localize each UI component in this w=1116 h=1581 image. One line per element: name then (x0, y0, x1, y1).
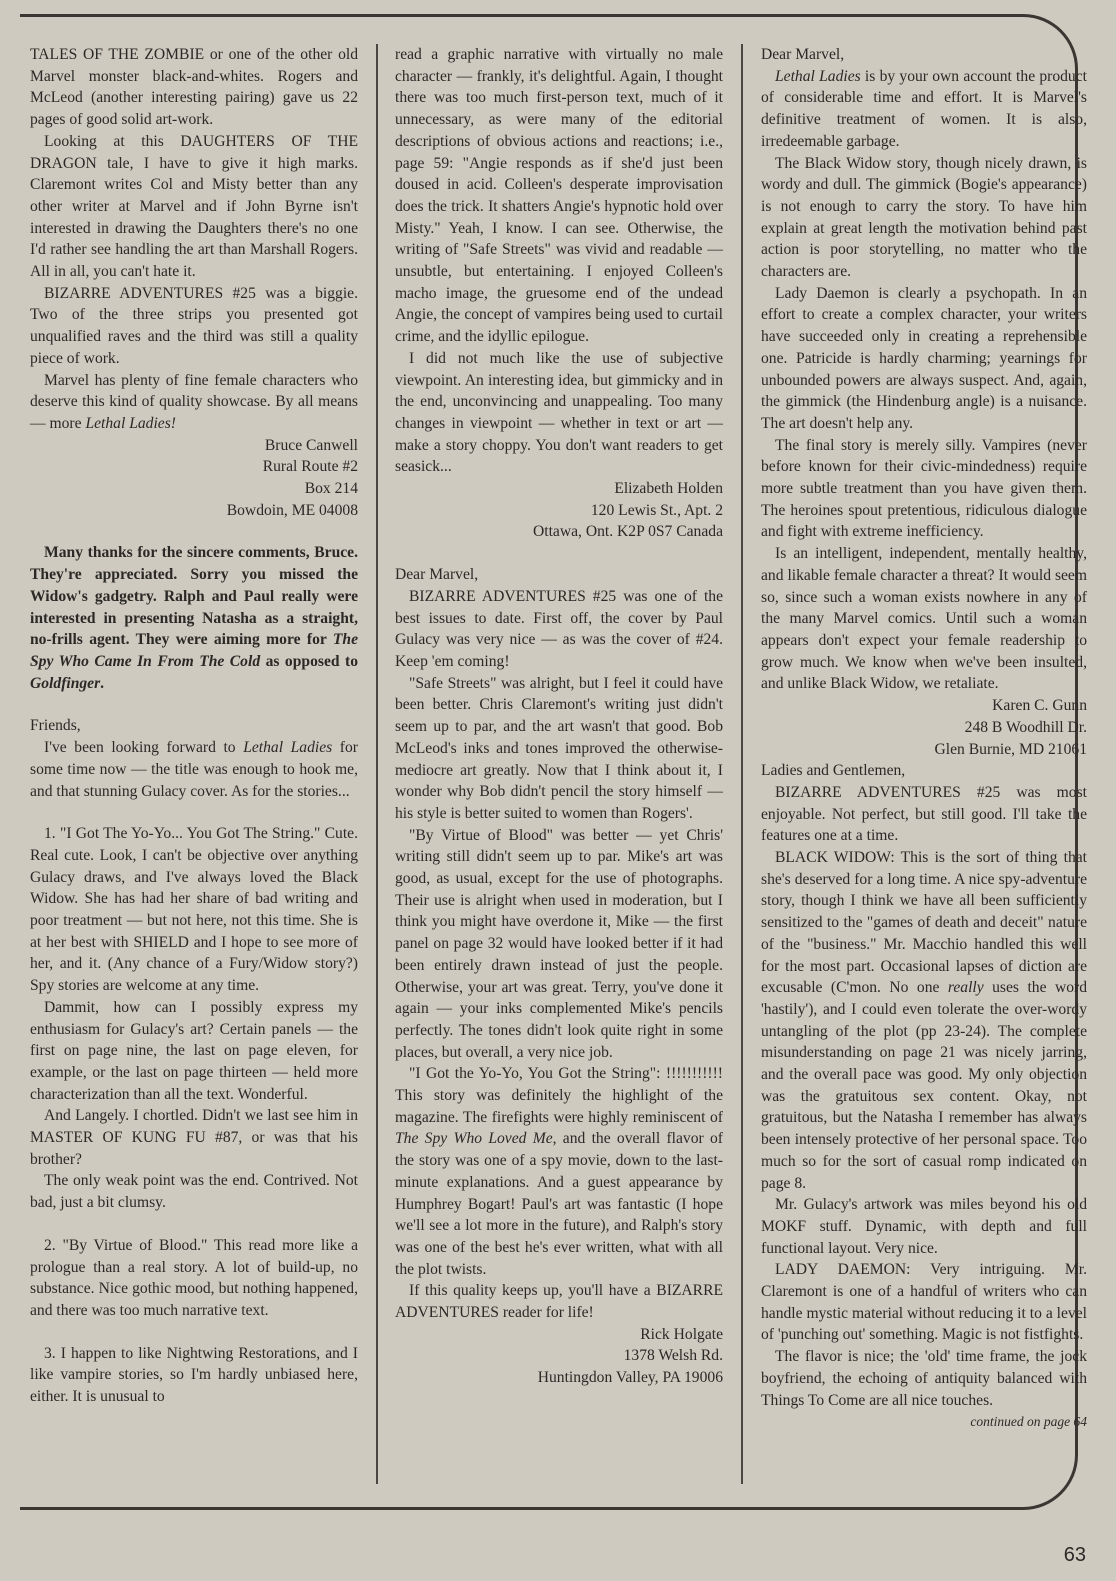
signature-line: Ottawa, Ont. K2P 0S7 Canada (533, 523, 723, 541)
letter-paragraph: I've been looking forward to Lethal Ladies for some time now — the title was enough to hook me, and that stunning Gulacy cover. As for the stories... (30, 739, 358, 800)
letter-paragraph: Marvel has plenty of fine female characters who deserve this kind of quality showcase. By all means — more Lethal Ladies! (30, 371, 358, 432)
signature-line: Rural Route #2 (262, 458, 358, 476)
spacer (30, 694, 358, 715)
letter-paragraph: 2. "By Virtue of Blood." This read more like a prologue than a real story. A lot of build-up, no substance. Nice gothic mood, but nothing happened, and there was too much narrative text. (30, 1236, 358, 1319)
letter-paragraph: If this quality keeps up, you'll have a BIZARRE ADVENTURES reader for life! (395, 1282, 723, 1322)
signature-line: 1378 Welsh Rd. (623, 1347, 723, 1365)
signature-line: Box 214 (304, 480, 358, 498)
spacer (395, 543, 723, 564)
letter-paragraph: LADY DAEMON: Very intriguing. Mr. Claremont is one of a handful of writers who can handle mystic material without reducing it to a level of 'punching out' something. Magic is not fistfights. (761, 1261, 1087, 1344)
editor-reply: Many thanks for the sincere comments, Bruce. They're appreciated. Sorry you missed the Widow's gadgetry. Ralph and Paul really were interested in presenting Natasha as a straight, no-frills agent. They were aiming more for The Spy Who Came In From The Cold as opposed to Goldfinger. (30, 544, 359, 692)
spacer (30, 802, 358, 823)
letter-paragraph: Dammit, how can I possibly express my enthusiasm for Gulacy's art? Certain panels — the first on page nine, the last on page eleven, for example, or the last on page thirteen — held more characterization than all the text. Wonderful. (30, 998, 358, 1103)
column-rule (741, 44, 743, 1484)
page-number: 63 (1063, 1544, 1086, 1566)
letter-paragraph: Looking at this DAUGHTERS OF THE DRAGON tale, I have to give it high marks. Claremont writes Col and Misty better than any other writer at Marvel and if John Byrne isn't interested in drawing the Daughters there's no one I'd rather see handling the art than Marshall Rogers. All in all, you can't hate it. (30, 132, 358, 281)
signature-line: Glen Burnie, MD 21061 (934, 740, 1087, 758)
signature-line: 248 B Woodhill Dr. (964, 718, 1087, 736)
letter-paragraph: BIZARRE ADVENTURES #25 was one of the best issues to date. First off, the cover by Paul Gulacy was very nice — as was the cover of #24. Keep 'em coming! (395, 587, 723, 670)
spacer (30, 521, 358, 542)
letter-paragraph: Dear Marvel, (761, 46, 845, 63)
signature-line: Elizabeth Holden (614, 480, 723, 498)
continued-note: continued on page 64 (970, 1414, 1087, 1430)
letter-paragraph: The only weak point was the end. Contrived. Not bad, just a bit clumsy. (30, 1172, 358, 1212)
letter-paragraph: BIZARRE ADVENTURES #25 was a biggie. Two of the three strips you presented got unqualified raves and the third was still a quality piece of work. (30, 284, 358, 367)
letter-paragraph: Lady Daemon is clearly a psychopath. In an effort to create a complex character, your writers have succeeded only in creating a reprehensible one. Patricide is hardly charming; yearnings for unbounded powers are always suspect. And, again, the gimmick (the Hindenburg angle) is a nuisance. The art doesn't help any. (761, 284, 1087, 432)
letter-paragraph: Is an intelligent, independent, mentally healthy, and likable female character a threat? It would seem so, since such a woman exists nowhere in any of the many Marvel comics. Until such a woman appears don't expect your female readership to grow much. We know when we've been insulted, and unlike Black Widow, we retaliate. (761, 545, 1087, 693)
signature-line: 120 Lewis St., Apt. 2 (590, 501, 723, 519)
signature-line: Bowdoin, ME 04008 (226, 501, 358, 519)
letter-paragraph: BIZARRE ADVENTURES #25 was most enjoyable. Not perfect, but still good. I'll take the features one at a time. (761, 783, 1087, 845)
letter-paragraph: The Black Widow story, though nicely drawn, is wordy and dull. The gimmick (Bogie's appearance) is not enough to carry the story. To have him explain at great length the motivation behind past action is poor storytelling, no matter who the characters are. (761, 154, 1087, 281)
letter-paragraph: I did not much like the use of subjective viewpoint. An interesting idea, but gimmicky and in the end, unconvincing and unappealing. Too many changes in viewpoint — whether in text or art — make a story choppy. You don't want readers to get seasick... (395, 349, 723, 476)
signature-line: Karen C. Gunn (992, 697, 1087, 715)
letter-paragraph: 3. I happen to like Nightwing Restorations, and I like vampire stories, so I'm hardly unbiased here, either. It is unusual to (30, 1344, 358, 1406)
letters-column-2 (395, 44, 723, 1389)
letter-paragraph: Ladies and Gentlemen, (761, 762, 906, 780)
spacer (30, 1322, 358, 1343)
signature-line: Rick Holgate (640, 1325, 723, 1343)
letter-paragraph: read a graphic narrative with virtually no male character — frankly, it's delightful. Again, I thought there was too much first-person text, much of it unnecessary, as were many of the editorial descriptions of obvious actions and reactions; i.e., page 59: "Angie responds as if she'd just been doused in acid. Colleen's desperate improvisation does the trick. It shatters Angie's hypnotic hold over Misty." Yeah, I know. I can see. Otherwise, the writing of "Safe Streets" was vivid and readable — unsubtle, but entertaining. I enjoyed Colleen's macho image, the gruesome end of the undead Angie, the concept of vampires being used to curtail crime, and the idyllic epilogue. (395, 46, 723, 346)
letters-column-1 (30, 44, 358, 1408)
letter-paragraph: The flavor is nice; the 'old' time frame, the jock boyfriend, the echoing of antiquity balanced with Things To Come are all nice touches. continued on page 64 (761, 1346, 1087, 1411)
letter-paragraph: TALES OF THE ZOMBIE or one of the other old Marvel monster black-and-whites. Rogers and McLeod (another interesting pairing) gave us 22 pages of good solid art-work. (30, 46, 358, 129)
letter-paragraph: 1. "I Got The Yo-Yo... You Got The String." Cute. Real cute. Look, I can't be objective over anything Gulacy draws, and I've always loved the Black Widow. She has had her share of bad writing and poor treatment — but not here, not this time. She is at her best with SHIELD and I hope to see more of her, and it. (Any chance of a Fury/Widow story?) Spy stories are welcome at any time. (30, 825, 358, 995)
signature-line: Huntingdon Valley, PA 19006 (537, 1369, 723, 1387)
column-rule (376, 44, 378, 1484)
letter-paragraph: Dear Marvel, (395, 566, 479, 584)
signature-line: Bruce Canwell (264, 436, 358, 454)
letter-paragraph: "By Virtue of Blood" was better — yet Chris' writing still didn't seem up to par. Mike's art was good, as usual, except for the use of photographs. Their use is alright when used in moderation, but I think you might have overdone it, Mike — the first panel on page 32 would have looked better if it had been entirely drawn instead of just the people. Otherwise, your art was great. Terry, you've done it again — your inks complemented Mike's pencils perfectly. The tones didn't look quite right in some places, but overall, a very nice job. (395, 826, 723, 1061)
spacer (30, 1214, 358, 1235)
letter-paragraph: Mr. Gulacy's artwork was miles beyond his old MOKF stuff. Dynamic, with depth and full functional layout. Very nice. (761, 1196, 1087, 1257)
letter-paragraph: "Safe Streets" was alright, but I feel it could have been better. Chris Claremont's writing just didn't seem up to par, and the art wasn't that good. Bob McLeod's inks and tones improved the otherwise-mediocre art greatly. Now that I think about it, I wonder why Bob didn't pencil the story himself — his style is better suited to women than Rogers'. (395, 674, 723, 822)
letter-paragraph: BLACK WIDOW: This is the sort of thing that she's deserved for a long time. A nice spy-adventure story, though I think we have all been sufficiently sensitized to the "games of death and deceit" nature of the "business." Mr. Macchio handled this well for the most part. Occasional lapses of diction are excusable (C'mon. No one really uses the word 'hastily'), and I could even tolerate the over-wordy untangling of the plot (pp 23-24). The complete misunderstanding on page 21 was nicely jarring, and the overall pace was good. My only objection was the gratuitous sex content. Okay, not gratuitous, but the Natasha I remember has always been intensely protective of her personal space. Too much so for the sort of casual romp indicated on page 8. (761, 849, 1087, 1192)
letter-paragraph: And Langely. I chortled. Didn't we last see him in MASTER OF KUNG FU #87, or was that his brother? (30, 1107, 358, 1168)
letters-column-3 (761, 44, 1087, 1433)
letter-paragraph: "I Got the Yo-Yo, You Got the String": !!!!!!!!!!! This story was definitely the highlight of the magazine. The firefights were highly reminiscent of The Spy Who Loved Me, and the overall flavor of the story was one of a spy movie, down to the last-minute explanations. And a guest appearance by Humphrey Bogart! Paul's art was fantastic (I hope we'll see a lot more in the future), and Ralph's story was one of the best he's ever written, what with all the plot twists. (395, 1065, 723, 1278)
letter-paragraph: Friends, (30, 717, 81, 735)
letter-paragraph: Lethal Ladies is by your own account the product of considerable time and effort. It is Marvel's definitive treatment of women. It is also, irredeemable garbage. (761, 67, 1087, 150)
letter-paragraph: The final story is merely silly. Vampires (never before known for their civic-mindedness) require more subtle treatment than you have given them. The heroines spout pretentious, ridiculous dialogue and fight with extreme inefficiency. (761, 436, 1087, 541)
